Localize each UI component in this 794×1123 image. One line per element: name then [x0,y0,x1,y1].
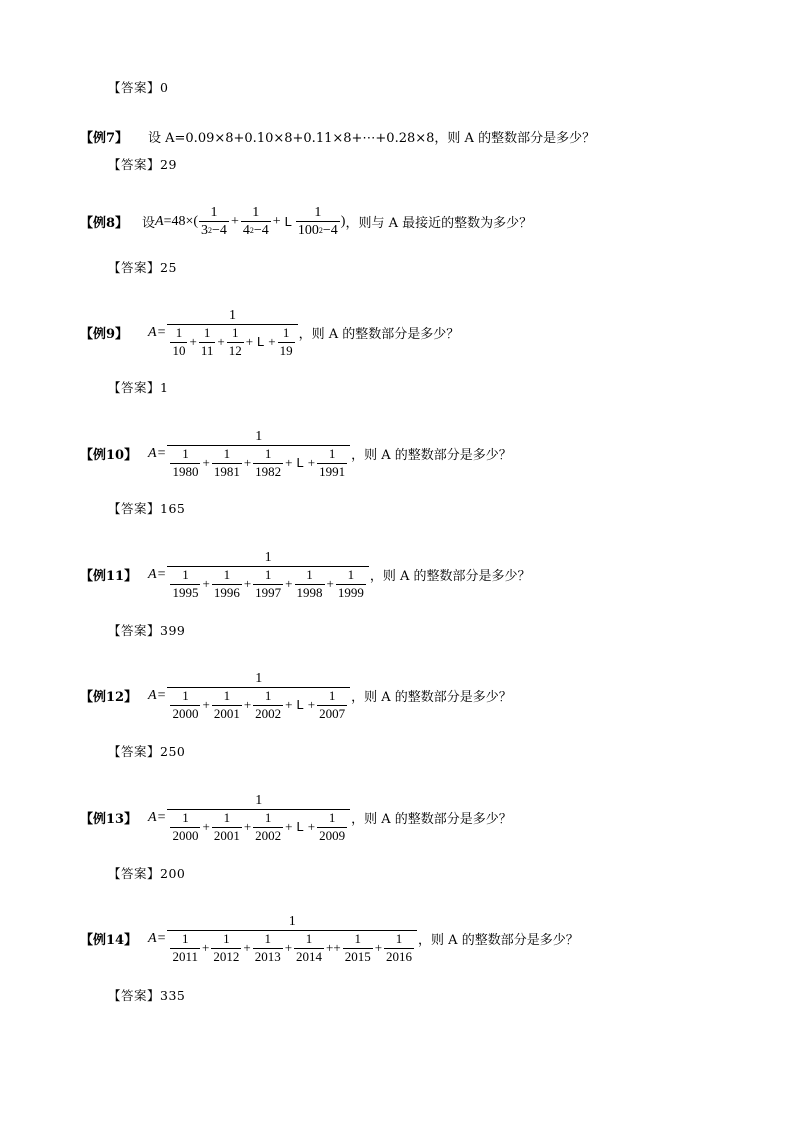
example-14 [80,914,579,964]
example-7 [80,127,595,146]
answer-9: 【答案】1 [108,380,169,395]
example-11 [80,550,531,600]
formula: A = 1 $\frac{1}{2011}$ + $\frac{1}{2012}$ + $\frac{1}{2013}$ + $\frac{1}{2014}$ ++ $\frac{1}{2015}$ + $\frac{1}{2016}$ [148,914,418,964]
question-text: 设 A=0.09×8+0.10×8+0.11×8+⋯+0.28×8，则 A 的整数部分是多少？ [148,131,596,146]
answer-14: 【答案】335 [108,988,186,1003]
example-9 [80,308,459,358]
question-text: ，则与 A 最接近的整数为多少？ [345,216,533,232]
formula: 设 A =48×( 1 3 2 −4 + 1 4 2 −4 + L 1 100 2 −4 ) [142,205,346,239]
example-label: 【例9】 [80,327,129,343]
answer-prev: 【答案】0 [108,80,169,95]
example-label: 【例10】 [80,448,138,464]
example-label: 【例12】 [80,690,138,706]
example-12 [80,671,512,721]
formula: A = 1 $\frac{1}{2000}$ + $\frac{1}{2001}$ + $\frac{1}{2002}$ + L + $\frac{1}{2007}$ [148,671,351,721]
question-text: ，则 A 的整数部分是多少？ [418,933,579,949]
formula: A = 1 $\frac{1}{2000}$ + $\frac{1}{2001}$ + $\frac{1}{2002}$ + L + $\frac{1}{2009}$ [148,793,351,843]
example-label: 【例14】 [80,933,138,949]
example-label: 【例13】 [80,812,138,828]
formula: A = 1 $\frac{1}{10}$ + $\frac{1}{11}$ + $\frac{1}{12}$ + L + $\frac{1}{19}$ [148,308,299,358]
answer-13: 【答案】200 [108,866,186,881]
answer-10: 【答案】165 [108,501,186,516]
formula: A = 1 $\frac{1}{1980}$ + $\frac{1}{1981}$ + $\frac{1}{1982}$ + L + $\frac{1}{1991}$ [148,429,351,479]
question-text: ，则 A 的整数部分是多少？ [351,690,512,706]
question-text: ，则 A 的整数部分是多少？ [351,812,512,828]
question-text: ，则 A 的整数部分是多少？ [298,327,460,343]
formula: A = 1 $\frac{1}{1995}$ + $\frac{1}{1996}$ + $\frac{1}{1997}$ + $\frac{1}{1998}$ + $\frac{1}{1999}$ [148,550,370,600]
question-text: ，则 A 的整数部分是多少？ [351,448,512,464]
answer-11: 【答案】399 [108,623,186,638]
answer-8: 【答案】25 [108,260,177,275]
example-13 [80,793,512,843]
example-label: 【例11】 [80,569,138,585]
question-text: ，则 A 的整数部分是多少？ [369,569,531,585]
answer-12: 【答案】250 [108,744,186,759]
example-8 [80,205,532,239]
example-label: 【例8】 [80,216,129,232]
answer-7: 【答案】29 [108,157,177,172]
example-label: 【例7】 [80,131,129,146]
example-10 [80,429,512,479]
